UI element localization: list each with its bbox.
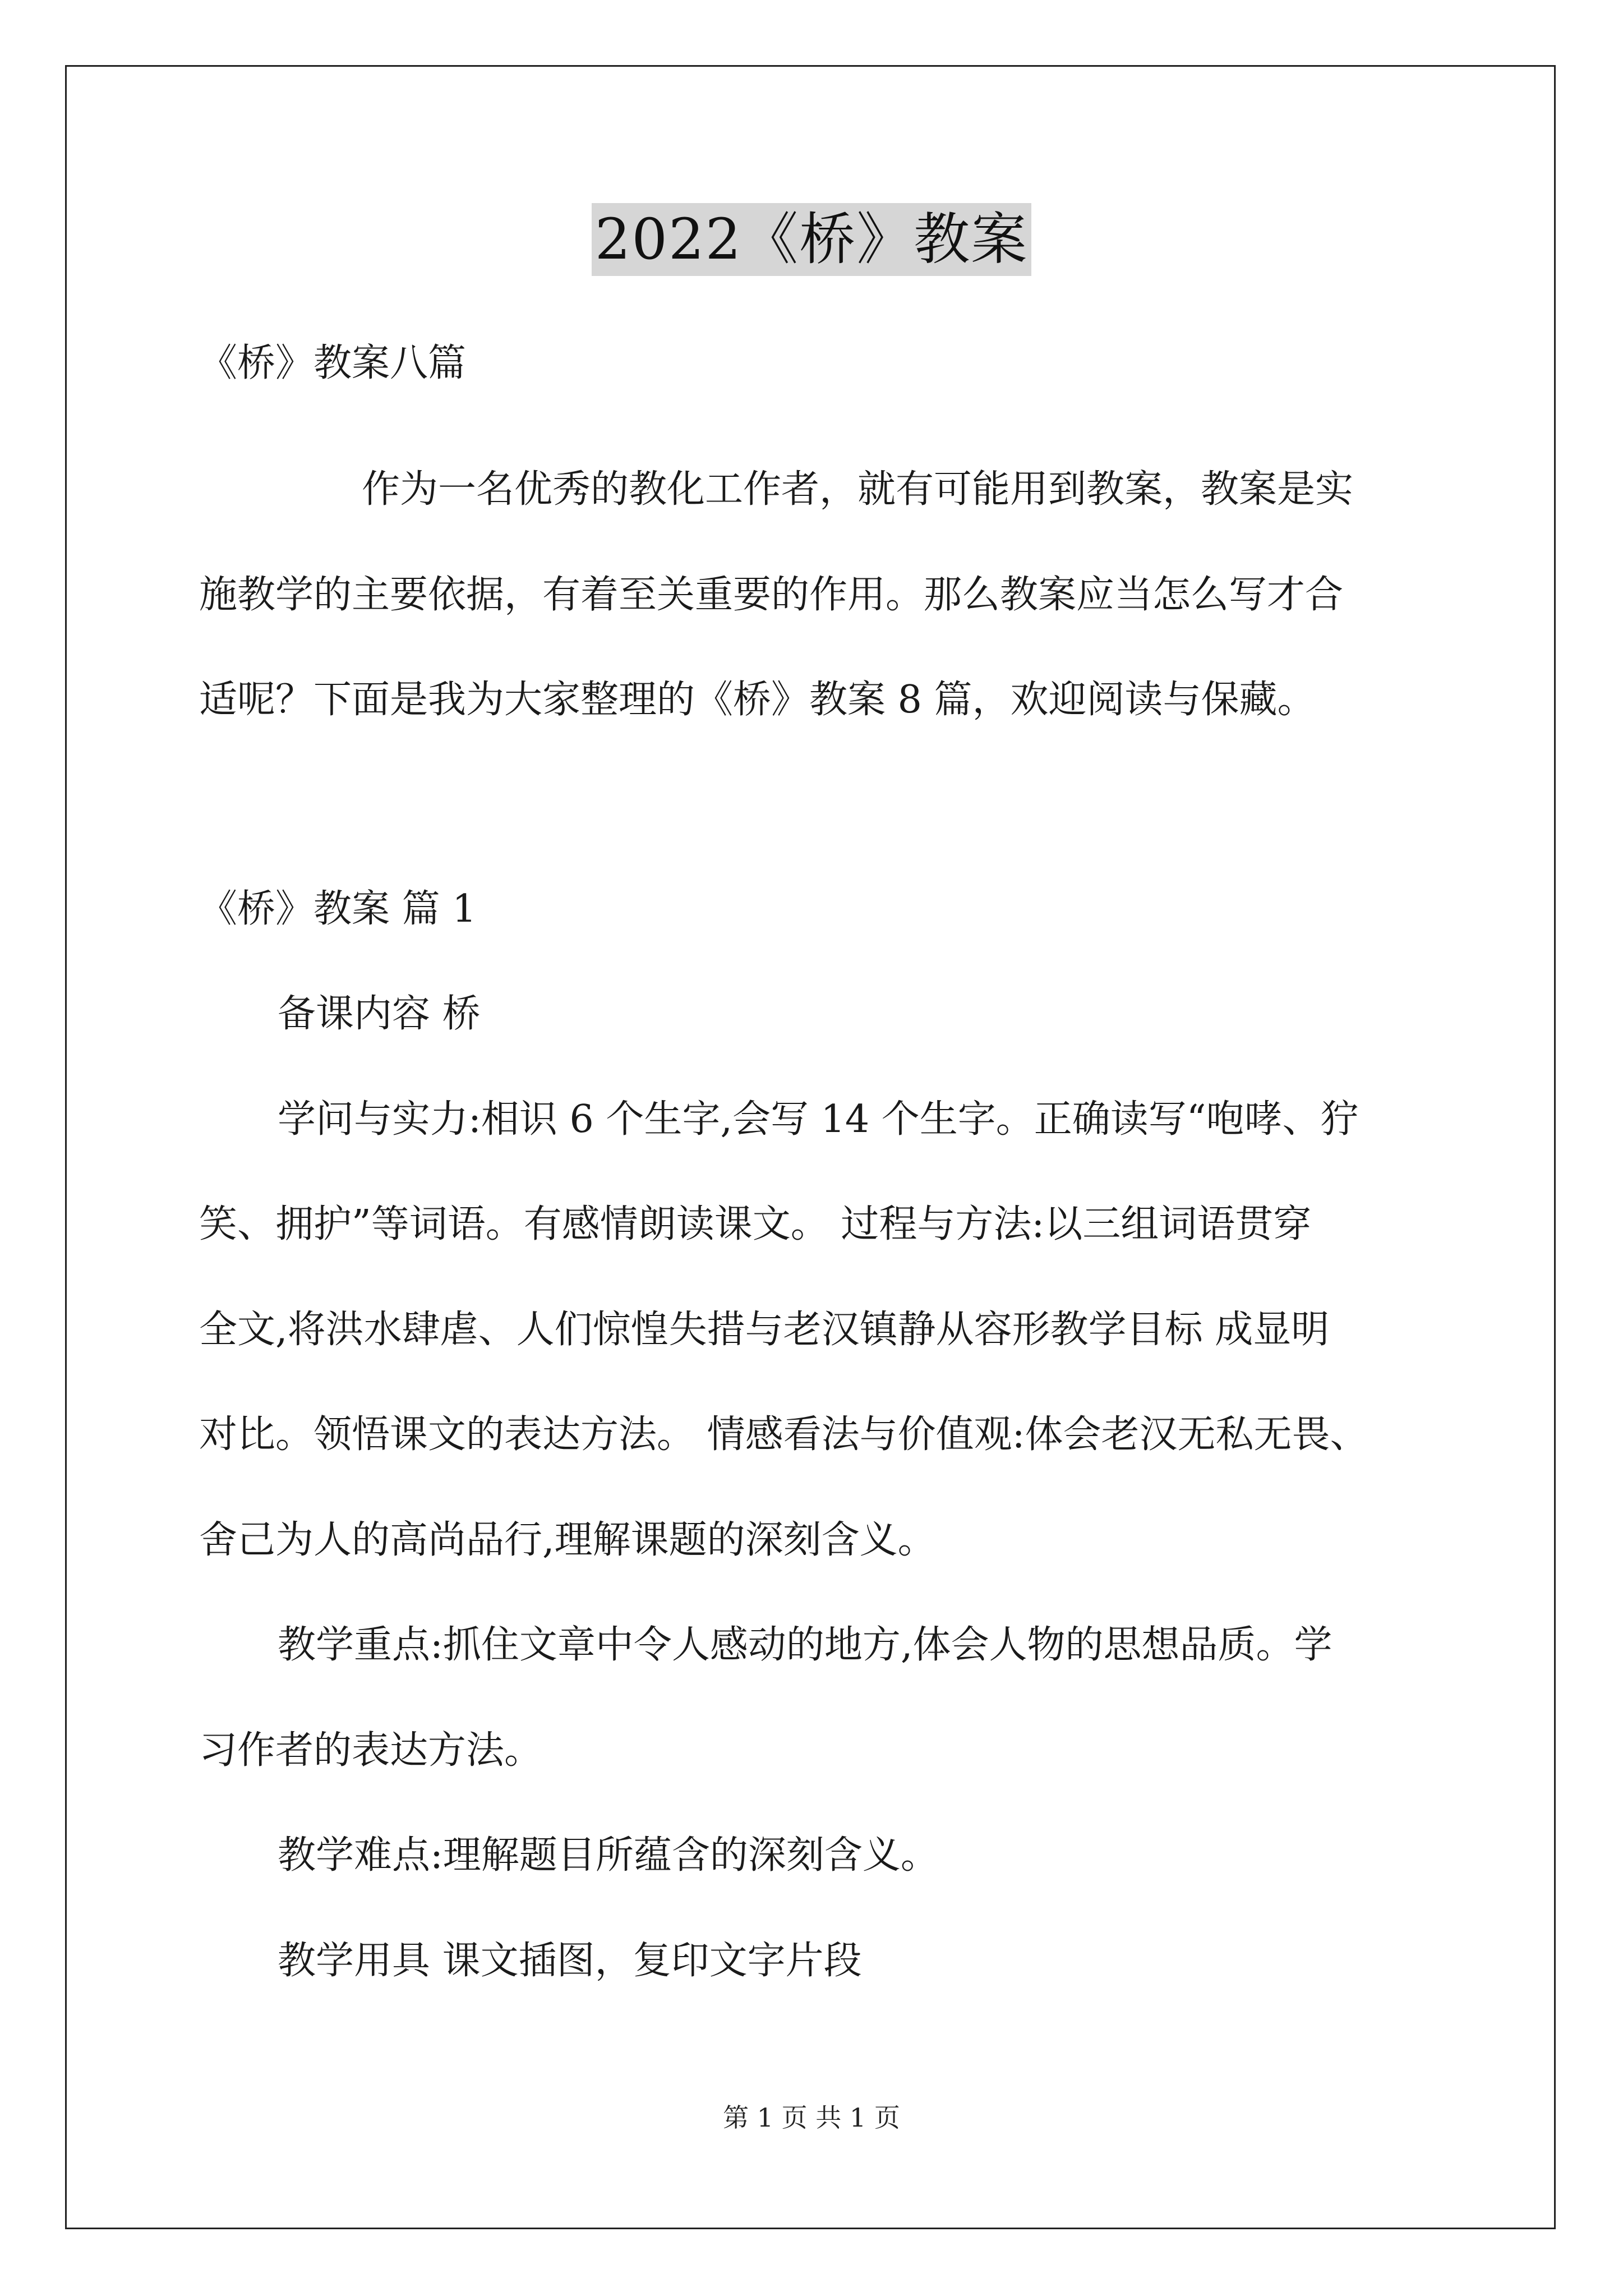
subtitle: 《桥》教案八篇	[199, 341, 467, 385]
goals-line: 笑、拥护”等词语。有感情朗读课文。 过程与方法:以三组词语贯穿	[199, 1202, 1312, 1246]
prep-content: 备课内容 桥	[278, 992, 481, 1036]
intro-line: 适呢？下面是我为大家整理的《桥》教案 8 篇，欢迎阅读与保藏。	[199, 678, 1316, 722]
intro-line: 施教学的主要依据，有着至关重要的作用。那么教案应当怎么写才合	[199, 573, 1344, 617]
page-border	[65, 65, 1556, 2229]
goals-line: 舍己为人的高尚品行,理解课题的深刻含义。	[199, 1518, 936, 1562]
document-title: 2022《桥》教案	[592, 203, 1032, 276]
intro-line: 作为一名优秀的教化工作者，就有可能用到教案，教案是实	[362, 467, 1354, 512]
key-points-line: 教学重点:抓住文章中令人感动的地方,体会人物的思想品质。学	[278, 1623, 1332, 1667]
tools-line: 教学用具 课文插图，复印文字片段	[278, 1939, 862, 1983]
page-footer: 第 1 页 共 1 页	[723, 2102, 900, 2133]
key-points-line: 习作者的表达方法。	[199, 1728, 543, 1773]
title-block	[0, 203, 1623, 276]
goals-line: 学问与实力:相识 6 个生字,会写 14 个生字。正确读写“咆哮、狞	[278, 1097, 1359, 1142]
goals-line: 对比。领悟课文的表达方法。 情感看法与价值观:体会老汉无私无畏、	[199, 1412, 1368, 1457]
section-heading: 《桥》教案 篇 1	[199, 887, 477, 931]
difficulty-line: 教学难点:理解题目所蕴含的深刻含义。	[278, 1833, 939, 1878]
goals-line: 全文,将洪水肆虐、人们惊惶失措与老汉镇静从容形教学目标 成显明	[199, 1308, 1330, 1352]
